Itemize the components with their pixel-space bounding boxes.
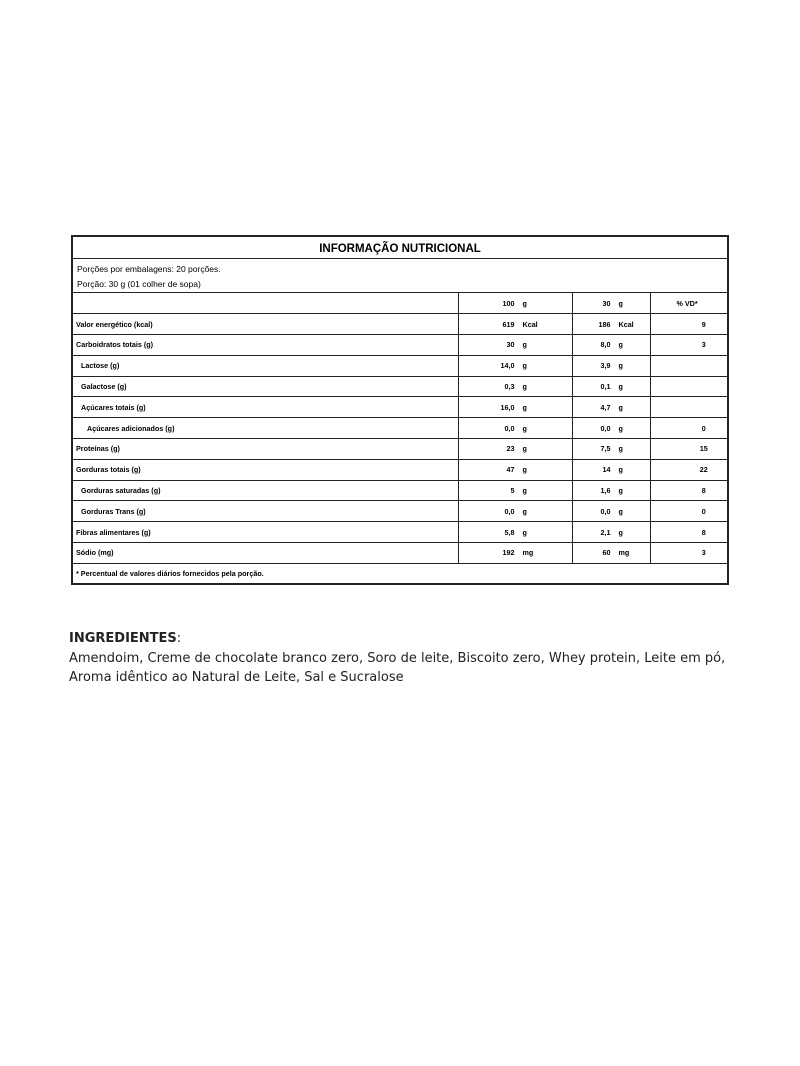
nutrient-row <box>73 439 727 460</box>
value-vd <box>650 397 727 418</box>
header-blank <box>73 293 458 314</box>
value-per-100g: 14,0 g <box>458 355 572 376</box>
portions-per-package: Porções por embalagens: 20 porções. <box>77 264 221 274</box>
value-vd: 22 <box>650 459 727 480</box>
nutrient-row <box>73 335 727 356</box>
nutrition-facts-table <box>71 235 729 585</box>
ingredients-section <box>69 629 739 688</box>
nutrient-label: Açúcares totais (g) <box>73 397 458 418</box>
header-per-portion: 30 g <box>572 293 650 314</box>
nutrient-row <box>73 522 727 543</box>
nutrition-title: INFORMAÇÃO NUTRICIONAL <box>73 237 727 259</box>
value-vd: 3 <box>650 543 727 564</box>
value-per-portion: 186 Kcal <box>572 314 650 335</box>
ingredients-text: Amendoim, Creme de chocolate branco zero, Soro de leite, Biscoito zero, Whey protein, Leite em pó, Aroma idêntico ao Natural de Leite, Sal e Sucralose <box>69 650 726 685</box>
nutrient-row <box>73 376 727 397</box>
nutrient-label: Gorduras totais (g) <box>73 459 458 480</box>
value-per-100g: 47 g <box>458 459 572 480</box>
nutrient-label: Valor energético (kcal) <box>73 314 458 335</box>
value-per-portion: 7,5 g <box>572 439 650 460</box>
value-per-100g: 5 g <box>458 480 572 501</box>
value-vd: 0 <box>650 501 727 522</box>
nutrient-label: Lactose (g) <box>73 355 458 376</box>
nutrient-table <box>73 293 727 564</box>
value-vd: 0 <box>650 418 727 439</box>
nutrient-row <box>73 355 727 376</box>
nutrient-row <box>73 397 727 418</box>
value-per-portion: 1,6 g <box>572 480 650 501</box>
value-per-portion: 0,0 g <box>572 501 650 522</box>
nutrient-label: Açúcares adicionados (g) <box>73 418 458 439</box>
value-per-100g: 619 Kcal <box>458 314 572 335</box>
value-vd: 8 <box>650 480 727 501</box>
value-per-portion: 2,1 g <box>572 522 650 543</box>
nutrient-label: Galactose (g) <box>73 376 458 397</box>
nutrient-label: Fibras alimentares (g) <box>73 522 458 543</box>
nutrient-row <box>73 459 727 480</box>
nutrient-label: Sódio (mg) <box>73 543 458 564</box>
value-per-portion: 0,1 g <box>572 376 650 397</box>
value-vd: 15 <box>650 439 727 460</box>
nutrient-row <box>73 314 727 335</box>
ingredients-title: INGREDIENTES <box>69 631 177 646</box>
nutrient-row <box>73 480 727 501</box>
value-per-portion: 8,0 g <box>572 335 650 356</box>
value-per-portion: 3,9 g <box>572 355 650 376</box>
value-vd: 8 <box>650 522 727 543</box>
value-per-100g: 23 g <box>458 439 572 460</box>
value-vd: 3 <box>650 335 727 356</box>
nutrient-label: Gorduras saturadas (g) <box>73 480 458 501</box>
ingredients-separator: : <box>176 631 182 646</box>
value-per-portion: 14 g <box>572 459 650 480</box>
value-per-100g: 30 g <box>458 335 572 356</box>
nutrient-row <box>73 501 727 522</box>
portion-size: Porção: 30 g (01 colher de sopa) <box>77 279 201 289</box>
value-per-portion: 60 mg <box>572 543 650 564</box>
nutrient-label: Proteínas (g) <box>73 439 458 460</box>
footnote: * Percentual de valores diários fornecidos pela porção. <box>76 568 264 578</box>
value-vd <box>650 355 727 376</box>
header-per-100g: 100 g <box>458 293 572 314</box>
portion-info <box>73 259 727 293</box>
value-per-100g: 0,3 g <box>458 376 572 397</box>
value-per-portion: 0,0 g <box>572 418 650 439</box>
value-per-portion: 4,7 g <box>572 397 650 418</box>
nutrient-row <box>73 543 727 564</box>
value-per-100g: 0,0 g <box>458 501 572 522</box>
column-header-row <box>73 293 727 314</box>
value-per-100g: 16,0 g <box>458 397 572 418</box>
value-vd <box>650 376 727 397</box>
header-vd: % VD* <box>650 293 727 314</box>
nutrient-label: Carboidratos totais (g) <box>73 335 458 356</box>
value-per-100g: 5,8 g <box>458 522 572 543</box>
value-per-100g: 192 mg <box>458 543 572 564</box>
value-vd: 9 <box>650 314 727 335</box>
nutrient-row <box>73 418 727 439</box>
value-per-100g: 0,0 g <box>458 418 572 439</box>
nutrient-label: Gorduras Trans (g) <box>73 501 458 522</box>
